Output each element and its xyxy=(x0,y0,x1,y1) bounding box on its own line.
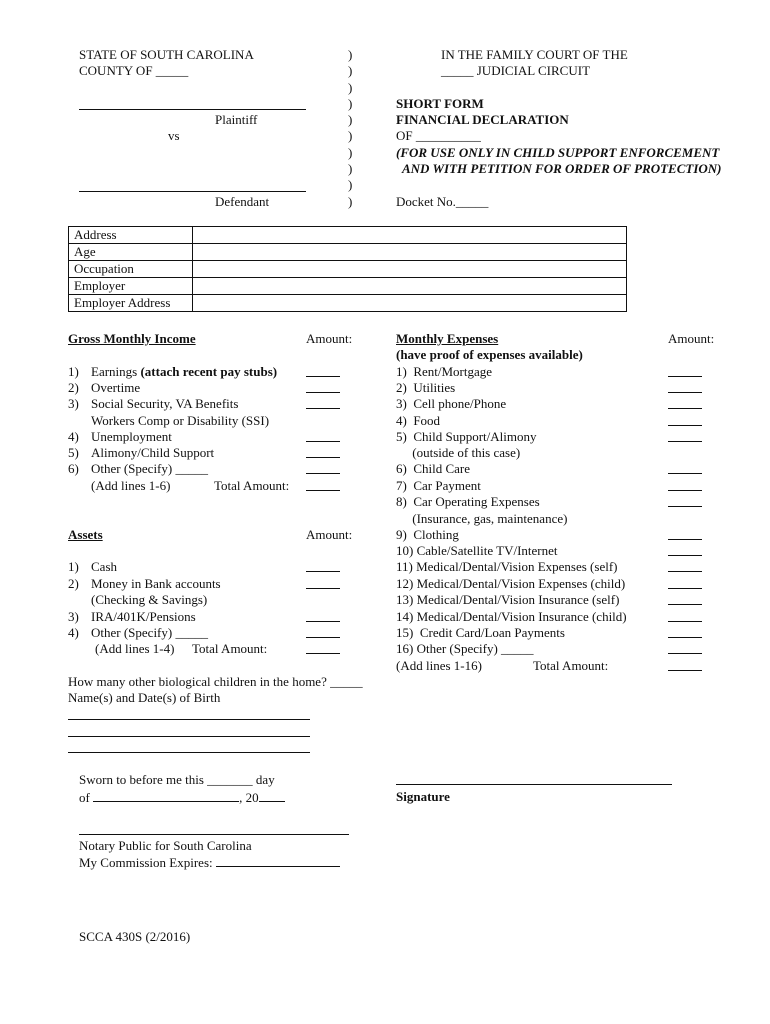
table-row xyxy=(69,295,627,312)
income-item-earnings xyxy=(91,364,277,380)
paren: ) xyxy=(348,47,353,62)
social-security-amount-field[interactable] xyxy=(306,408,340,409)
age-label: Age xyxy=(69,244,193,261)
form-title-short: SHORT FORM xyxy=(396,96,484,111)
unemployment-amount-field[interactable] xyxy=(306,441,340,442)
employer-field[interactable] xyxy=(193,278,627,295)
use-note-1: (FOR USE ONLY IN CHILD SUPPORT ENFORCEMENT xyxy=(396,145,720,160)
asset-num: 2) xyxy=(68,576,79,591)
assets-amount-label: Amount: xyxy=(306,527,353,542)
asset-item-cash: Cash xyxy=(91,559,117,574)
income-num: 3) xyxy=(68,396,79,411)
defendant-label: Defendant xyxy=(215,194,270,209)
income-item-other: Other (Specify) _____ xyxy=(91,461,208,476)
income-item-overtime: Overtime xyxy=(91,380,141,395)
assets-add-lines: (Add lines 1-4) xyxy=(95,641,175,656)
insurance-self-amount-field[interactable] xyxy=(668,604,702,605)
rent-amount-field[interactable] xyxy=(668,376,702,377)
sworn-line: Sworn to before me this _______ day xyxy=(79,772,275,787)
car-payment-amount-field[interactable] xyxy=(668,490,702,491)
age-field[interactable] xyxy=(193,244,627,261)
income-title: Gross Monthly Income xyxy=(68,331,196,346)
expense-child-support: 5) Child Support/Alimony xyxy=(396,429,537,444)
expense-insurance-self: 13) Medical/Dental/Vision Insurance (self) xyxy=(396,592,620,607)
sworn-year-prefix: , 20 xyxy=(239,790,259,805)
plaintiff-name-line[interactable] xyxy=(79,109,306,110)
commission-line xyxy=(79,854,340,871)
expense-phone: 3) Cell phone/Phone xyxy=(396,396,507,411)
expenses-total-field[interactable] xyxy=(668,670,702,671)
commission-label: My Commission Expires: xyxy=(79,855,213,870)
other-expense-amount-field[interactable] xyxy=(668,653,702,654)
table-row xyxy=(69,227,627,244)
sworn-of: of xyxy=(79,790,90,805)
asset-num: 4) xyxy=(68,625,79,640)
docket-label: Docket No._____ xyxy=(396,194,489,209)
paren: ) xyxy=(348,161,353,177)
expense-child-care: 6) Child Care xyxy=(396,461,471,476)
other-asset-amount-field[interactable] xyxy=(306,637,340,638)
expense-car-operating: 8) Car Operating Expenses xyxy=(396,494,540,509)
expenses-total-label: Total Amount: xyxy=(533,658,609,673)
asset-item-other: Other (Specify) _____ xyxy=(91,625,208,640)
overtime-amount-field[interactable] xyxy=(306,392,340,393)
medical-child-amount-field[interactable] xyxy=(668,588,702,589)
sworn-month-field[interactable] xyxy=(93,789,239,802)
expense-clothing: 9) Clothing xyxy=(396,527,459,542)
signature-label: Signature xyxy=(396,789,450,804)
income-item-bold: (attach recent pay stubs) xyxy=(140,364,278,379)
income-item-workers-comp: Workers Comp or Disability (SSI) xyxy=(91,413,270,428)
child-care-amount-field[interactable] xyxy=(668,473,702,474)
expenses-title: Monthly Expenses xyxy=(396,331,499,346)
food-amount-field[interactable] xyxy=(668,425,702,426)
expense-rent: 1) Rent/Mortgage xyxy=(396,364,493,379)
credit-card-amount-field[interactable] xyxy=(668,637,702,638)
income-add-lines: (Add lines 1-6) xyxy=(91,478,171,493)
income-total-field[interactable] xyxy=(306,490,340,491)
earnings-amount-field[interactable] xyxy=(306,376,340,377)
occupation-field[interactable] xyxy=(193,261,627,278)
child-support-amount-field[interactable] xyxy=(668,441,702,442)
expenses-amount-label: Amount: xyxy=(668,331,715,346)
expense-medical-child: 12) Medical/Dental/Vision Expenses (child) xyxy=(396,576,626,591)
phone-amount-field[interactable] xyxy=(668,408,702,409)
income-num: 5) xyxy=(68,445,79,460)
alimony-amount-field[interactable] xyxy=(306,457,340,458)
income-num: 2) xyxy=(68,380,79,395)
paren: ) xyxy=(348,193,353,209)
expense-other: 16) Other (Specify) _____ xyxy=(396,641,534,656)
paren: ) xyxy=(348,95,353,111)
sworn-date-line xyxy=(79,789,285,806)
expenses-add-lines: (Add lines 1-16) xyxy=(396,658,482,673)
expense-food: 4) Food xyxy=(396,413,441,428)
paren: ) xyxy=(348,79,353,95)
employer-address-label: Employer Address xyxy=(69,295,193,312)
notary-signature-line[interactable] xyxy=(79,834,349,835)
table-row xyxy=(69,244,627,261)
car-operating-amount-field[interactable] xyxy=(668,506,702,507)
asset-num: 3) xyxy=(68,609,79,624)
asset-num: 1) xyxy=(68,559,79,574)
utilities-amount-field[interactable] xyxy=(668,392,702,393)
defendant-name-line[interactable] xyxy=(79,191,306,192)
income-item-unemployment: Unemployment xyxy=(91,429,172,444)
assets-title: Assets xyxy=(68,527,103,542)
expenses-subtitle: (have proof of expenses available) xyxy=(396,347,583,362)
other-income-amount-field[interactable] xyxy=(306,473,340,474)
paren: ) xyxy=(348,112,353,128)
paren: ) xyxy=(348,144,353,160)
income-item-alimony: Alimony/Child Support xyxy=(91,445,215,460)
expense-medical-self: 11) Medical/Dental/Vision Expenses (self) xyxy=(396,559,618,574)
clothing-amount-field[interactable] xyxy=(668,539,702,540)
expense-outside-case: (outside of this case) xyxy=(396,445,521,460)
income-num: 6) xyxy=(68,461,79,476)
occupation-label: Occupation xyxy=(69,261,193,278)
expense-insurance-gas: (Insurance, gas, maintenance) xyxy=(396,511,568,526)
of-line: OF __________ xyxy=(396,128,481,143)
use-note-2: AND WITH PETITION FOR ORDER OF PROTECTION) xyxy=(402,161,722,176)
paren: ) xyxy=(348,63,353,79)
table-row xyxy=(69,278,627,295)
address-field[interactable] xyxy=(193,227,627,244)
children-name-line[interactable] xyxy=(68,719,310,720)
ira-amount-field[interactable] xyxy=(306,621,340,622)
income-num: 4) xyxy=(68,429,79,444)
expense-cable: 10) Cable/Satellite TV/Internet xyxy=(396,543,558,558)
bank-amount-field[interactable] xyxy=(306,588,340,589)
notary-label: Notary Public for South Carolina xyxy=(79,838,252,853)
cable-amount-field[interactable] xyxy=(668,555,702,556)
table-row xyxy=(69,261,627,278)
expense-car-payment: 7) Car Payment xyxy=(396,478,481,493)
court-label: IN THE FAMILY COURT OF THE xyxy=(441,47,628,62)
assets-total-field[interactable] xyxy=(306,653,340,654)
children-question: How many other biological children in the home? _____ xyxy=(68,674,363,689)
circuit-label: _____ JUDICIAL CIRCUIT xyxy=(441,63,591,78)
personal-info-table xyxy=(68,226,627,312)
expense-insurance-child: 14) Medical/Dental/Vision Insurance (child) xyxy=(396,609,627,624)
income-total-label: Total Amount: xyxy=(214,478,290,493)
expense-utilities: 2) Utilities xyxy=(396,380,456,395)
income-item-text: Earnings xyxy=(91,364,141,379)
paren: ) xyxy=(348,177,353,193)
medical-self-amount-field[interactable] xyxy=(668,571,702,572)
employer-address-field[interactable] xyxy=(193,295,627,312)
state-label: STATE OF SOUTH CAROLINA xyxy=(79,47,254,62)
form-id: SCCA 430S (2/2016) xyxy=(79,929,191,944)
children-names-label: Name(s) and Date(s) of Birth xyxy=(68,690,221,705)
paren: ) xyxy=(348,128,353,144)
cash-amount-field[interactable] xyxy=(306,571,340,572)
asset-item-bank: Money in Bank accounts xyxy=(91,576,221,591)
insurance-child-amount-field[interactable] xyxy=(668,621,702,622)
sworn-year-field[interactable] xyxy=(259,789,285,802)
commission-expires-field[interactable] xyxy=(216,854,340,867)
income-num: 1) xyxy=(68,364,79,379)
income-amount-label: Amount: xyxy=(306,331,353,346)
income-item-social-security: Social Security, VA Benefits xyxy=(91,396,239,411)
asset-item-ira: IRA/401K/Pensions xyxy=(91,609,196,624)
employer-label: Employer xyxy=(69,278,193,295)
plaintiff-label: Plaintiff xyxy=(215,112,258,127)
vs-label: vs xyxy=(168,128,180,143)
assets-total-label: Total Amount: xyxy=(192,641,268,656)
expense-credit-card: 15) Credit Card/Loan Payments xyxy=(396,625,565,640)
children-name-line[interactable] xyxy=(68,736,310,737)
children-name-line[interactable] xyxy=(68,752,310,753)
caption-parentheses xyxy=(348,47,358,210)
address-label: Address xyxy=(69,227,193,244)
asset-item-checking: (Checking & Savings) xyxy=(91,592,208,607)
signature-line[interactable] xyxy=(396,784,672,785)
form-title-financial: FINANCIAL DECLARATION xyxy=(396,112,569,127)
county-label: COUNTY OF _____ xyxy=(79,63,189,78)
